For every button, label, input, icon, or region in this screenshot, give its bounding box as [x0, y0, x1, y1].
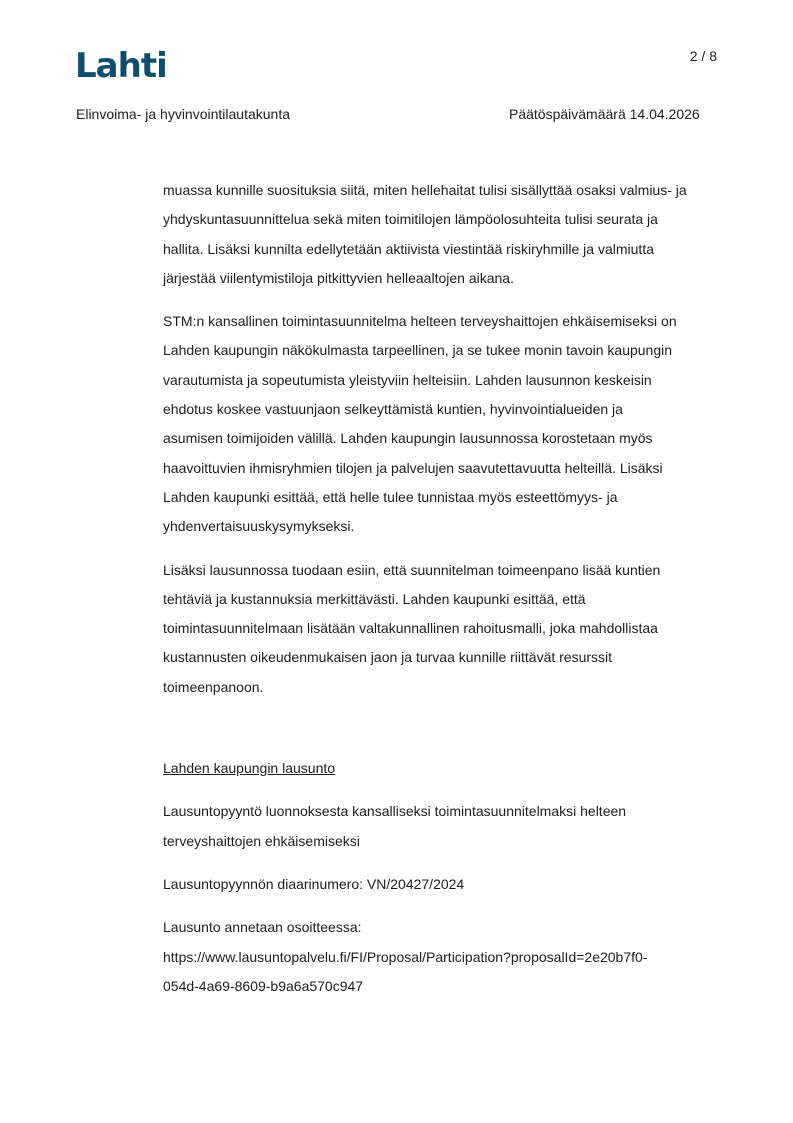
lahti-logo: Lahti	[75, 46, 167, 86]
request-title	[163, 797, 723, 856]
text-line: muassa kunnille suosituksia siitä, miten hellehaitat tulisi sisällyttää osaksi valmius- ja	[163, 182, 687, 198]
text-line: toimintasuunnitelmaan lisätään valtakunnallinen rahoitusmalli, joka mahdollistaa	[163, 620, 658, 637]
text-line: Lahden kaupunki esittää, että helle tulee tunnistaa myös esteettömyys- ja	[163, 488, 618, 505]
paragraph-1	[163, 176, 723, 293]
paragraph-3	[163, 556, 723, 702]
text-line: ehdotus koskee vastuunjaon selkeyttämistä kuntien, hyvinvointialueiden ja	[163, 401, 623, 418]
text-line: tehtäviä ja kustannuksia merkittävästi. Lahden kaupunki esittää, että	[163, 590, 586, 607]
text-line: Lisäksi lausunnossa tuodaan esiin, että suunnitelman toimeenpano lisää kuntien	[163, 561, 661, 578]
committee-name: Elinvoima- ja hyvinvointilautakunta	[76, 106, 290, 122]
text-line: Lausuntopyynnön diaarinumero: VN/20427/2024	[163, 875, 465, 892]
document-body	[163, 176, 723, 1015]
text-line: STM:n kansallinen toimintasuunnitelma helteen terveyshaittojen ehkäisemiseksi on	[163, 313, 677, 330]
text-line: asumisen toimijoiden välillä. Lahden kaupungin lausunnossa korostetaan myös	[163, 430, 653, 447]
text-line: yhdenvertaisuuskysymykseksi.	[163, 518, 355, 535]
page-number: 2 / 8	[689, 48, 717, 64]
address-block	[163, 913, 723, 1001]
text-line: kustannusten oikeudenmukaisen jaon ja turvaa kunnille riittävät resurssit	[163, 649, 613, 666]
text-line: Lausuntopyyntö luonnoksesta kansalliseksi toimintasuunnitelmaksi helteen	[163, 803, 627, 820]
text-line: haavoittuvien ihmisryhmien tilojen ja palvelujen saavutettavuutta helteillä. Lisäksi	[163, 459, 663, 476]
diary-number	[163, 870, 723, 899]
text-line: Lahden kaupungin näkökulmasta tarpeellinen, ja se tukee monin tavoin kaupungin	[163, 342, 673, 359]
address-label: Lausunto annetaan osoitteessa:	[163, 919, 362, 936]
address-url-line-2[interactable]: 054d-4a69-8609-b9a6a570c947	[163, 977, 364, 994]
text-line: toimeenpanoon.	[163, 678, 264, 695]
paragraph-2	[163, 307, 723, 541]
text-line: järjestää viilentymistiloja pitkittyvien helleaaltojen aikana.	[163, 269, 514, 286]
decision-date: Päätöspäivämäärä 14.04.2026	[509, 106, 700, 122]
text-line: terveyshaittojen ehkäisemiseksi	[163, 832, 360, 849]
section-heading: Lahden kaupungin lausunto	[163, 760, 336, 777]
text-line: varautumista ja sopeutumista yleistyviin helteisiin. Lahden lausunnon keskeisin	[163, 371, 652, 388]
text-line: yhdyskuntasuunnittelua sekä miten toimitilojen lämpöolosuhteita tulisi seurata ja	[163, 211, 658, 228]
text-line: hallita. Lisäksi kunnilta edellytetään aktiivista viestintää riskiryhmille ja valmiutta	[163, 240, 654, 257]
address-url-line-1[interactable]: https://www.lausuntopalvelu.fi/FI/Proposal/Participation?proposalId=2e20b7f0-	[163, 948, 648, 965]
